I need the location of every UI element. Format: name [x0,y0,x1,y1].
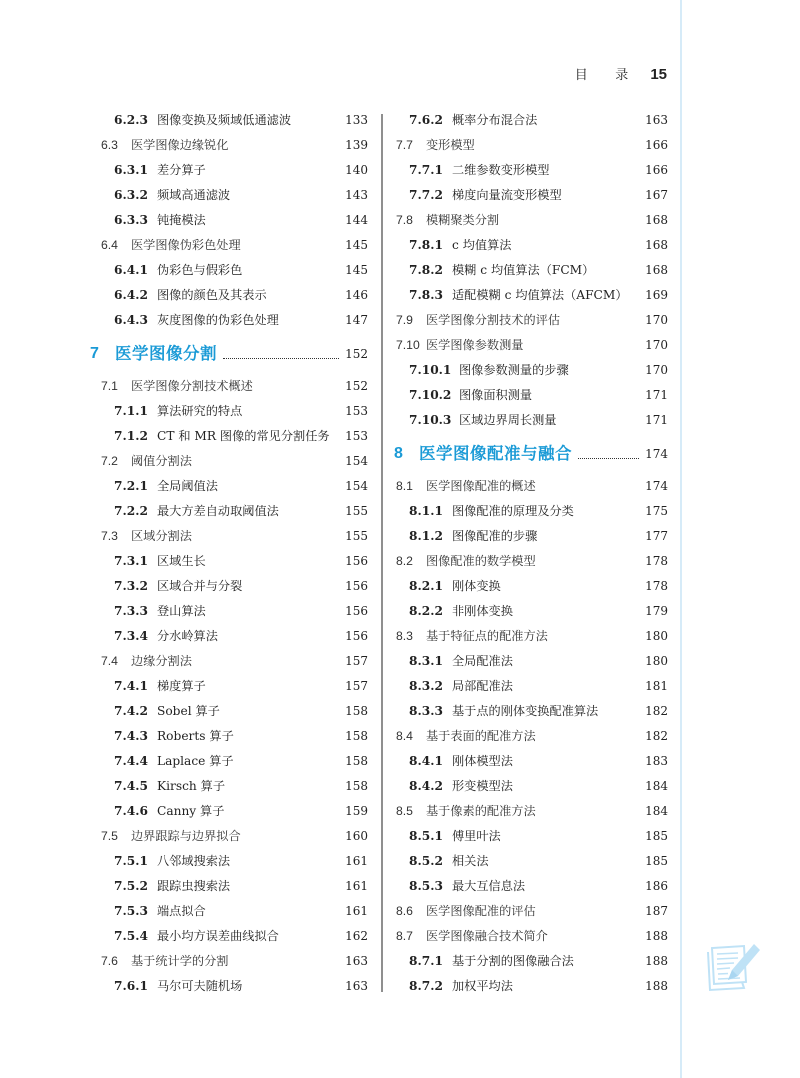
entry-number: 8.1 [396,479,413,493]
entry-number: 8.2.2 [409,604,443,618]
entry-page-number: 140 [345,163,368,177]
entry-title: 图像配准的步骤 [452,529,538,543]
entry-page-number: 159 [345,804,368,818]
entry-title: 全局阈值法 [157,479,218,493]
entry-title: 伪彩色与假彩色 [157,263,243,277]
toc-section-entry[interactable] [396,208,668,233]
entry-number: 7.5.4 [114,929,148,943]
entry-number: 8.5.1 [409,829,443,843]
entry-page-number: 147 [345,313,368,327]
toc-section-entry[interactable] [101,524,368,549]
entry-title: 刚体变换 [452,579,501,593]
entry-page-number: 170 [645,313,668,327]
entry-number: 7.2 [101,454,118,468]
entry-page-number: 182 [645,704,668,718]
entry-title: 适配模糊 c 均值算法（AFCM） [452,288,628,302]
toc-section-entry[interactable] [396,333,668,358]
entry-page-number: 158 [345,754,368,768]
toc-subsection-entry[interactable] [396,874,668,899]
entry-number: 7.1 [101,379,118,393]
entry-number: 7.10.2 [409,388,452,402]
toc-subsection-entry[interactable] [396,158,668,183]
entry-number: 7.4.4 [114,754,148,768]
entry-page-number: 184 [645,779,668,793]
entry-page-number: 144 [345,213,368,227]
toc-subsection-entry[interactable] [101,599,368,624]
entry-title: Kirsch 算子 [157,779,226,793]
entry-number: 8.3 [396,629,413,643]
entry-number: 7.10.3 [409,413,452,427]
toc-subsection-entry[interactable] [101,108,368,133]
entry-page-number: 170 [645,363,668,377]
entry-title: 模糊聚类分割 [426,213,500,227]
entry-title: 分水岭算法 [157,629,218,643]
entry-number: 7.5 [101,829,118,843]
entry-number: 8.4.1 [409,754,443,768]
entry-number: 6.3.3 [114,213,148,227]
entry-title: 马尔可夫随机场 [157,979,243,993]
entry-number: 8.3.3 [409,704,443,718]
entry-title: 医学图像分割技术的评估 [426,313,561,327]
entry-title: 傅里叶法 [452,829,501,843]
entry-title: 基于特征点的配准方法 [426,629,548,643]
toc-section-entry[interactable] [101,233,368,258]
entry-page-number: 156 [345,579,368,593]
entry-title: 算法研究的特点 [157,404,243,418]
entry-title: 登山算法 [157,604,206,618]
toc-section-entry[interactable] [101,824,368,849]
entry-title: 医学图像伪彩色处理 [131,238,241,252]
toc-subsection-entry[interactable] [101,849,368,874]
entry-page-number: 163 [645,113,668,127]
entry-page-number: 156 [345,554,368,568]
entry-page-number: 145 [345,238,368,252]
entry-number: 7.1.2 [114,429,148,443]
entry-title: 非刚体变换 [452,604,513,618]
entry-title: 图像配准的原理及分类 [452,504,574,518]
notepad-pencil-icon [704,938,762,994]
toc-section-entry[interactable] [396,549,668,574]
entry-title: 钝掩模法 [157,213,206,227]
entry-page-number: 180 [645,629,668,643]
entry-number: 7.2.2 [114,504,148,518]
toc-subsection-entry[interactable] [101,699,368,724]
toc-subsection-entry[interactable] [101,283,368,308]
entry-title: 区域生长 [157,554,206,568]
entry-page-number: 158 [345,704,368,718]
dot-leader [578,458,639,459]
entry-number: 8.5.3 [409,879,443,893]
entry-number: 6.3.2 [114,188,148,202]
entry-title: 最小均方误差曲线拟合 [157,929,279,943]
entry-number: 7.4.6 [114,804,148,818]
entry-number: 6.4.3 [114,313,148,327]
entry-page-number: 174 [645,479,668,493]
entry-page-number: 186 [645,879,668,893]
toc-section-entry[interactable] [101,133,368,158]
entry-page-number: 166 [645,163,668,177]
entry-title: 局部配准法 [452,679,513,693]
entry-number: 8.7.1 [409,954,443,968]
entry-title: c 均值算法 [452,238,512,252]
entry-page-number: 184 [645,804,668,818]
entry-title: 模糊 c 均值算法（FCM） [452,263,595,277]
entry-number: 7.3.2 [114,579,148,593]
entry-page-number: 175 [645,504,668,518]
entry-page-number: 153 [345,404,368,418]
entry-number: 7.6.2 [409,113,443,127]
toc-right-column [396,108,668,999]
entry-page-number: 178 [645,579,668,593]
entry-number: 8.4.2 [409,779,443,793]
entry-page-number: 171 [645,413,668,427]
entry-title: 灰度图像的伪彩色处理 [157,313,279,327]
entry-page-number: 152 [345,379,368,393]
entry-title: 基于表面的配准方法 [426,729,536,743]
entry-title: 二维参数变形模型 [452,163,550,177]
entry-page-number: 162 [345,929,368,943]
entry-title: 梯度算子 [157,679,206,693]
entry-title: 基于统计学的分割 [131,954,229,968]
entry-title: 医学图像融合技术简介 [426,929,548,943]
toc-subsection-entry[interactable] [101,424,368,449]
toc-subsection-entry[interactable] [101,208,368,233]
entry-number: 7.4.2 [114,704,148,718]
entry-title: 医学图像分割 [115,345,217,363]
entry-number: 8 [394,445,403,462]
entry-number: 8.1.2 [409,529,443,543]
entry-page-number: 177 [645,529,668,543]
entry-number: 8.1.1 [409,504,443,518]
entry-number: 7.3.4 [114,629,148,643]
toc-subsection-entry[interactable] [396,974,668,999]
toc-subsection-entry[interactable] [101,924,368,949]
entry-title: 基于像素的配准方法 [426,804,536,818]
toc-section-entry[interactable] [396,899,668,924]
margin-rule [680,0,682,1078]
entry-number: 7.4.3 [114,729,148,743]
toc-subsection-entry[interactable] [101,724,368,749]
entry-page-number: 168 [645,238,668,252]
entry-page-number: 152 [345,347,368,361]
entry-number: 7.8.1 [409,238,443,252]
toc-subsection-entry[interactable] [101,308,368,333]
entry-number: 8.3.1 [409,654,443,668]
entry-title: 最大互信息法 [452,879,526,893]
toc-subsection-entry[interactable] [396,849,668,874]
entry-page-number: 153 [345,429,368,443]
entry-page-number: 155 [345,529,368,543]
toc-subsection-entry[interactable] [101,674,368,699]
toc-subsection-entry[interactable] [396,524,668,549]
entry-page-number: 174 [645,447,668,461]
entry-title: 梯度向量流变形模型 [452,188,562,202]
entry-page-number: 157 [345,679,368,693]
entry-number: 8.4 [396,729,413,743]
entry-page-number: 155 [345,504,368,518]
entry-page-number: 179 [645,604,668,618]
toc-subsection-entry[interactable] [101,549,368,574]
entry-number: 6.4.1 [114,263,148,277]
toc-subsection-entry[interactable] [396,699,668,724]
toc-chapter-entry[interactable] [394,434,668,474]
toc-subsection-entry[interactable] [101,624,368,649]
entry-page-number: 168 [645,213,668,227]
entry-title: 形变模型法 [452,779,513,793]
entry-title: 医学图像分割技术概述 [131,379,253,393]
entry-page-number: 160 [345,829,368,843]
entry-page-number: 163 [345,954,368,968]
entry-page-number: 171 [645,388,668,402]
entry-title: 医学图像边缘锐化 [131,138,229,152]
toc-subsection-entry[interactable] [101,258,368,283]
entry-number: 8.2.1 [409,579,443,593]
entry-number: 7.3 [101,529,118,543]
entry-page-number: 185 [645,829,668,843]
entry-number: 8.5 [396,804,413,818]
entry-number: 8.6 [396,904,413,918]
entry-number: 7.8.3 [409,288,443,302]
toc-section-entry[interactable] [101,449,368,474]
toc-subsection-entry[interactable] [101,799,368,824]
entry-title: 图像的颜色及其表示 [157,288,267,302]
toc-subsection-entry[interactable] [101,183,368,208]
toc-subsection-entry[interactable] [396,383,668,408]
entry-page-number: 167 [645,188,668,202]
entry-title: 最大方差自动取阈值法 [157,504,279,518]
toc-subsection-entry[interactable] [101,749,368,774]
entry-page-number: 158 [345,779,368,793]
entry-number: 7.1.1 [114,404,148,418]
toc-subsection-entry[interactable] [396,108,668,133]
entry-number: 8.2 [396,554,413,568]
toc-subsection-entry[interactable] [101,874,368,899]
toc-subsection-entry[interactable] [396,358,668,383]
entry-title: 区域分割法 [131,529,192,543]
entry-number: 6.4.2 [114,288,148,302]
entry-number: 8.7 [396,929,413,943]
entry-number: 7.3.3 [114,604,148,618]
entry-title: 刚体模型法 [452,754,513,768]
entry-page-number: 156 [345,629,368,643]
toc-section-entry[interactable] [396,474,668,499]
entry-number: 7.8 [396,213,413,227]
entry-number: 8.3.2 [409,679,443,693]
entry-number: 7.6 [101,954,118,968]
entry-title: 医学图像配准的评估 [426,904,536,918]
entry-number: 7.7.2 [409,188,443,202]
toc-subsection-entry[interactable] [396,258,668,283]
entry-number: 7.4.1 [114,679,148,693]
toc-section-entry[interactable] [396,799,668,824]
entry-number: 7.9 [396,313,413,327]
toc-subsection-entry[interactable] [396,574,668,599]
entry-number: 7.6.1 [114,979,148,993]
entry-number: 7.5.1 [114,854,148,868]
entry-number: 7.5.2 [114,879,148,893]
entry-title: 图像参数测量的步骤 [459,363,569,377]
entry-page-number: 188 [645,979,668,993]
entry-title: 图像面积测量 [459,388,533,402]
entry-title: Roberts 算子 [157,729,234,743]
toc-section-entry[interactable] [396,133,668,158]
entry-page-number: 143 [345,188,368,202]
running-header [575,64,667,83]
toc-subsection-entry[interactable] [396,649,668,674]
entry-number: 7.4.5 [114,779,148,793]
toc-subsection-entry[interactable] [396,283,668,308]
entry-page-number: 178 [645,554,668,568]
entry-title: 区域边界周长测量 [459,413,557,427]
entry-page-number: 183 [645,754,668,768]
entry-page-number: 163 [345,979,368,993]
entry-title: 边缘分割法 [131,654,192,668]
entry-title: 基于分割的图像融合法 [452,954,574,968]
entry-number: 8.5.2 [409,854,443,868]
entry-page-number: 182 [645,729,668,743]
entry-number: 6.2.3 [114,113,148,127]
toc-section-entry[interactable] [396,308,668,333]
toc-subsection-entry[interactable] [101,774,368,799]
toc-subsection-entry[interactable] [101,499,368,524]
toc-subsection-entry[interactable] [396,599,668,624]
entry-page-number: 154 [345,454,368,468]
toc-left-column [90,108,368,999]
toc-subsection-entry[interactable] [396,233,668,258]
entry-title: 基于点的刚体变换配准算法 [452,704,599,718]
toc-subsection-entry[interactable] [396,408,668,433]
entry-page-number: 180 [645,654,668,668]
entry-page-number: 139 [345,138,368,152]
entry-title: 医学图像配准与融合 [419,445,572,463]
entry-title: 差分算子 [157,163,206,177]
entry-number: 6.4 [101,238,118,252]
entry-page-number: 133 [345,113,368,127]
entry-number: 7.2.1 [114,479,148,493]
entry-page-number: 168 [645,263,668,277]
entry-number: 7.5.3 [114,904,148,918]
column-divider [381,114,383,992]
toc-section-entry[interactable] [396,924,668,949]
toc-subsection-entry[interactable] [101,474,368,499]
entry-number: 7.10 [396,338,420,352]
entry-number: 7.7 [396,138,413,152]
toc-subsection-entry[interactable] [396,499,668,524]
entry-page-number: 146 [345,288,368,302]
entry-title: 频域高通滤波 [157,188,231,202]
entry-title: 图像变换及频域低通滤波 [157,113,292,127]
entry-page-number: 170 [645,338,668,352]
entry-title: 图像配准的数学模型 [426,554,536,568]
entry-title: 阈值分割法 [131,454,192,468]
entry-number: 7.10.1 [409,363,452,377]
toc-section-entry[interactable] [101,949,368,974]
entry-page-number: 166 [645,138,668,152]
toc-subsection-entry[interactable] [396,183,668,208]
entry-page-number: 188 [645,954,668,968]
entry-title: 医学图像参数测量 [426,338,524,352]
page-number: 15 [650,66,667,83]
toc-subsection-entry[interactable] [101,158,368,183]
entry-title: 相关法 [452,854,489,868]
entry-title: 端点拟合 [157,904,206,918]
entry-number: 6.3 [101,138,118,152]
toc-section-entry[interactable] [396,624,668,649]
header-title: 目 录 [574,67,641,82]
entry-page-number: 156 [345,604,368,618]
entry-number: 7.3.1 [114,554,148,568]
entry-page-number: 157 [345,654,368,668]
entry-title: 跟踪虫搜索法 [157,879,231,893]
entry-title: Laplace 算子 [157,754,234,768]
entry-title: 加权平均法 [452,979,513,993]
entry-page-number: 145 [345,263,368,277]
entry-page-number: 181 [645,679,668,693]
entry-title: 医学图像配准的概述 [426,479,536,493]
entry-number: 7.7.1 [409,163,443,177]
toc-section-entry[interactable] [101,374,368,399]
entry-title: Sobel 算子 [157,704,220,718]
entry-page-number: 169 [645,288,668,302]
entry-title: 八邻域搜索法 [157,854,231,868]
toc-subsection-entry[interactable] [101,974,368,999]
toc-subsection-entry[interactable] [101,574,368,599]
entry-title: Canny 算子 [157,804,225,818]
toc-subsection-entry[interactable] [101,899,368,924]
entry-page-number: 185 [645,854,668,868]
entry-page-number: 161 [345,854,368,868]
entry-number: 7.4 [101,654,118,668]
entry-title: 变形模型 [426,138,475,152]
entry-number: 7.8.2 [409,263,443,277]
toc-subsection-entry[interactable] [396,674,668,699]
toc-subsection-entry[interactable] [396,774,668,799]
entry-number: 6.3.1 [114,163,148,177]
entry-page-number: 154 [345,479,368,493]
entry-page-number: 188 [645,929,668,943]
entry-title: CT 和 MR 图像的常见分割任务 [157,429,330,443]
toc-section-entry[interactable] [396,724,668,749]
entry-title: 全局配准法 [452,654,513,668]
entry-number: 8.7.2 [409,979,443,993]
dot-leader [223,358,339,359]
entry-page-number: 187 [645,904,668,918]
entry-number: 7 [90,345,99,362]
entry-title: 边界跟踪与边界拟合 [131,829,241,843]
entry-page-number: 161 [345,904,368,918]
entry-page-number: 161 [345,879,368,893]
toc-subsection-entry[interactable] [396,949,668,974]
toc-subsection-entry[interactable] [396,749,668,774]
entry-page-number: 158 [345,729,368,743]
toc-subsection-entry[interactable] [396,824,668,849]
toc-chapter-entry[interactable] [90,334,368,374]
entry-title: 概率分布混合法 [452,113,538,127]
toc-subsection-entry[interactable] [101,399,368,424]
toc-section-entry[interactable] [101,649,368,674]
entry-title: 区域合并与分裂 [157,579,243,593]
